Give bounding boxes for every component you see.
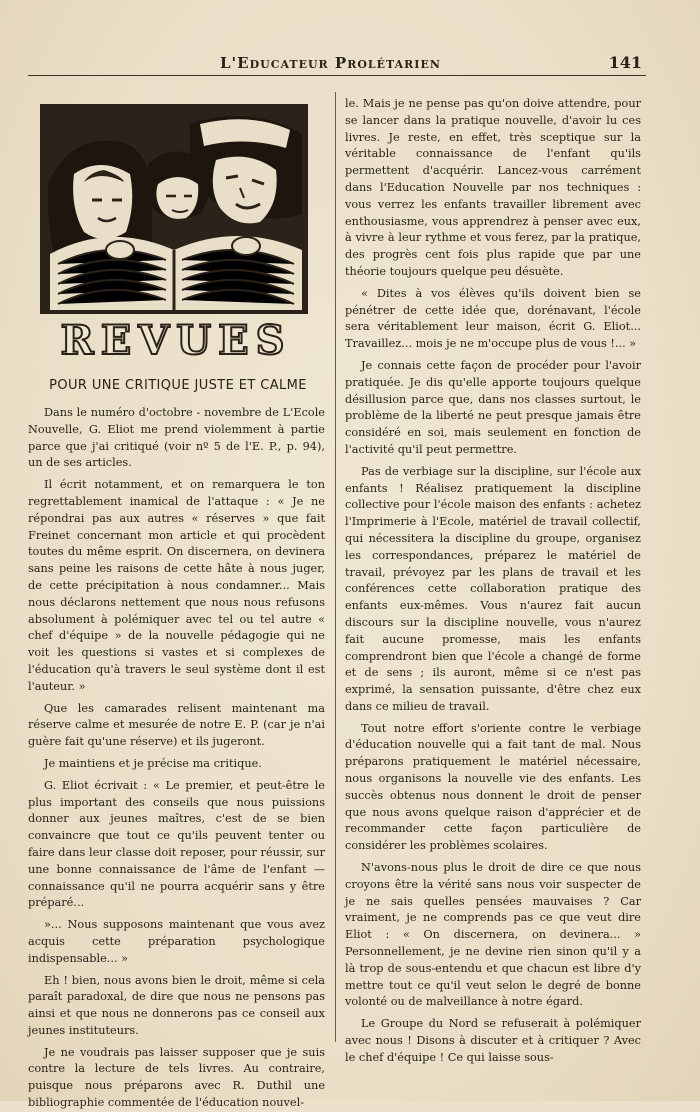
column-divider — [335, 92, 336, 1042]
article-title: POUR UNE CRITIQUE JUSTE ET CALME — [49, 378, 307, 393]
paragraph: Dans le numéro d'octobre - novembre de L'Ecole Nouvelle, G. Eliot me prend violemment à partie parce que j'ai critiqué (voir nº 5 de l'E. P., p. 94), un de ses articles. — [28, 406, 325, 470]
paragraph: « Dites à vos élèves qu'ils doivent bien se pénétrer de cette idée que, dorénavant, l'école sera véritablement leur maison, écrit G. Eliot... Travaillez... mois je ne m'occupe plus de vous !... » — [345, 286, 641, 351]
paragraph: le. Mais je ne pense pas qu'on doive attendre, pour se lancer dans la pratique nouvelle, d'avoir lu ces livres. Je reste, en effet, très sceptique sur la véritable connaissance de l'enfant qu'ils permettent d'acquérir. Lancez-vous carrément dans l'Education Nouvelle par nos techniques : vous verrez les enfants travailler librement avec enthousiasme, vous apprendrez à penser avec eux, à vivre à leur rythme et vous ferez, par la pratique, des progrès cent fois plus rapide que par une théorie toujours quelque peu désuète. — [345, 97, 641, 278]
paragraph: »... Nous supposons maintenant que vous avez acquis cette préparation psychologique indispensable... » — [28, 918, 325, 965]
masthead-title: REVUES — [60, 317, 292, 364]
paragraph: N'avons-nous plus le droit de dire ce que nous croyons être la vérité sans nous voir suspecter de je ne sais quelles pensées mauvaises ? Car vraiment, je ne comprends pas ce que veut dire Eliot : « On discernera, on devinera... » Personnellement, je ne devine rien sinon qu'il y a là trop de sous-entendu et que chacun est libre d'y mettre tout ce qu'il veut selon le degré de bonne volonté ou de malveillance à notre égard. — [345, 861, 641, 1009]
page-number: 141 — [608, 53, 642, 72]
right-column — [345, 96, 641, 1067]
left-column — [28, 405, 325, 1112]
running-header — [28, 52, 646, 76]
paragraph: Je connais cette façon de procéder pour l'avoir pratiquée. Je dis qu'elle apporte toujours quelque désillusion parce que, dans nos classes surtout, le problème de la liberté ne peut presque jamais être considéré en soi, mais seulement en fonction de l'activité qu'il peut permettre. — [345, 358, 641, 456]
paragraph: Le Groupe du Nord se refuserait à polémiquer avec nous ! Disons à discuter et à critiquer ? Avec le chef d'équipe ! Ce qui laisse sous- — [345, 1017, 641, 1064]
paragraph: Il écrit notamment, et on remarquera le ton regrettablement inamical de l'attaque : « Je ne répondrai pas aux autres « réserves » que fait Freinet concernant mon article et qui procèdent toutes du même esprit. On discernera, on devinera sans peine les raisons de cette hâte à nous juger, de cette précipitation à nous condamner... Mais nous déclarons nettement que nous nous refusons absolument à polémiquer avec tel ou tel autre « chef d'équipe » de la nouvelle pédagogie qui ne voit les questions si vastes et si complexes de l'éducation qu'à travers le seul système dont il est l'auteur. » — [28, 478, 325, 693]
paragraph: Tout notre effort s'oriente contre le verbiage d'éducation nouvelle qui a fait tant de mal. Nous préparons pratiquement le matériel nécessaire, nous organisons la nouvelle vie des enfants. Les succès obtenus nous donnent le droit de penser que nous avons quelque raison d'apprécier et de recommander cette façon particulière de considérer les problèmes scolaires. — [345, 721, 641, 853]
paragraph: Je ne voudrais pas laisser supposer que je suis contre la lecture de tels livres. Au contraire, puisque nous préparons avec R. Duthil une bibliographie commentée de l'éducation nouvel- — [28, 1045, 325, 1110]
paragraph: Pas de verbiage sur la discipline, sur l'école aux enfants ! Réalisez pratiquement la discipline collective pour l'école maison des enfants : achetez l'Imprimerie à l'Ecole, matériel de travail collectif, qui nécessitera la discipline du groupe, organisez les correspondances, préparez le matériel de travail, prévoyez par les plans de travail et les conférences cette collaboration pratique des enfants eux-mêmes. Vous n'aurez fait aucun discours sur la discipline nouvelle, vous n'aurez fait aucune promesse, mais les enfants comprendront bien que l'école a changé de forme et de sens ; ils auront, même si ce n'est pas exprimé, la sensation puissante, d'être chez eux dans ce milieu de travail. — [345, 464, 641, 713]
journal-title: L'Educateur Prolétarien — [220, 54, 441, 72]
masthead — [30, 318, 322, 364]
paragraph: Je maintiens et je précise ma critique. — [44, 756, 262, 770]
paragraph: Eh ! bien, nous avons bien le droit, même si cela paraît paradoxal, de dire que nous ne pensons pas ainsi et que nous ne donnerons pas ce conseil aux jeunes instituteurs. — [28, 973, 325, 1037]
woodcut-illustration — [40, 104, 308, 314]
paragraph: G. Eliot écrivait : « Le premier, et peut-être le plus important des conseils que nous puissions donner aux jeunes maîtres, c'est de se bien convaincre que tout ce qu'ils peuvent tenter ou faire dans leur classe doit reposer, pour réussir, sur une bonne connaissance de l'âme de l'enfant — connaissance qu'il ne pourra acquérir sans y être préparé... — [28, 778, 325, 910]
paragraph: Que les camarades relisent maintenant ma réserve calme et mesurée de notre E. P. (car je n'ai guère fait qu'une réserve) et ils jugeront. — [28, 701, 325, 749]
